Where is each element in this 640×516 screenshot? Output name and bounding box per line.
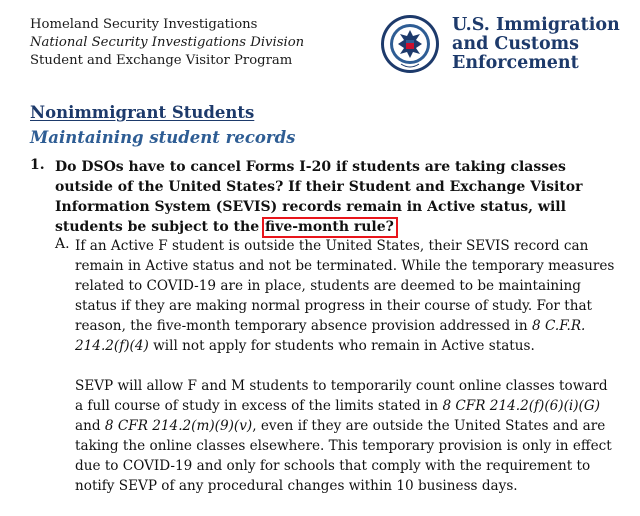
- org-line-2: National Security Investigations Division: [30, 35, 305, 50]
- answer-p2-citation-1: 8 CFR 214.2(f)(6)(i)(G): [442, 398, 601, 414]
- answer-p2-citation-2: 8 CFR 214.2(m)(9)(v): [104, 418, 253, 434]
- agency-line-3: Enforcement: [452, 53, 579, 73]
- answer-p1-text-a: If an Active F student is outside the United States, their SEVIS record can remain in Active status and not be terminated. While the temporary measures related to COVID-19 are in place, students are deemed to be maintaining status if they are making normal progress in their course of study. For that reason, the five-month temporary absence provision addressed in: [75, 238, 615, 334]
- agency-line-2: and Customs: [452, 34, 580, 54]
- section-subtitle: Maintaining student records: [30, 128, 296, 147]
- agency-line-1: U.S. Immigration: [452, 15, 620, 35]
- answer-paragraph-1: [75, 236, 620, 356]
- dhs-seal-icon: [380, 14, 440, 74]
- answer-p1-citation: 8 C.F.R. 214.2(f)(4): [75, 318, 586, 354]
- document-header: [30, 14, 622, 74]
- question-highlight: five-month rule?: [262, 217, 398, 238]
- answer-p2-and: and: [75, 418, 105, 434]
- answer-p1-text-b: will not apply for students who remain in Active status.: [148, 338, 535, 354]
- org-line-1: Homeland Security Investigations: [30, 17, 258, 32]
- question-number: 1.: [30, 157, 45, 173]
- org-block: [30, 16, 304, 70]
- question-text: [55, 157, 615, 237]
- agency-name: [452, 16, 620, 73]
- answer-p2-text-a: SEVP will allow F and M students to temporarily count online classes toward a full course of study in excess of the limits stated in: [75, 378, 608, 414]
- answer-paragraph-2: [75, 376, 620, 496]
- section-title: Nonimmigrant Students: [30, 103, 255, 122]
- answer-p2-text-b: , even if they are outside the United States and are taking the online classes elsewhere. This temporary provision is only in effect due to COVID-19 and only for schools that comply with the requirement to notify SEVP of any procedural changes within 10 business days.: [75, 418, 612, 494]
- question-main: Do DSOs have to cancel Forms I-20 if students are taking classes outside of the United States? If their Student and Exchange Visitor Information System (SEVIS) records remain in Active status, will students be subject to the: [55, 159, 583, 235]
- org-line-3: Student and Exchange Visitor Program: [30, 53, 293, 68]
- answer-label: A.: [55, 236, 70, 252]
- answer-body: [75, 236, 620, 516]
